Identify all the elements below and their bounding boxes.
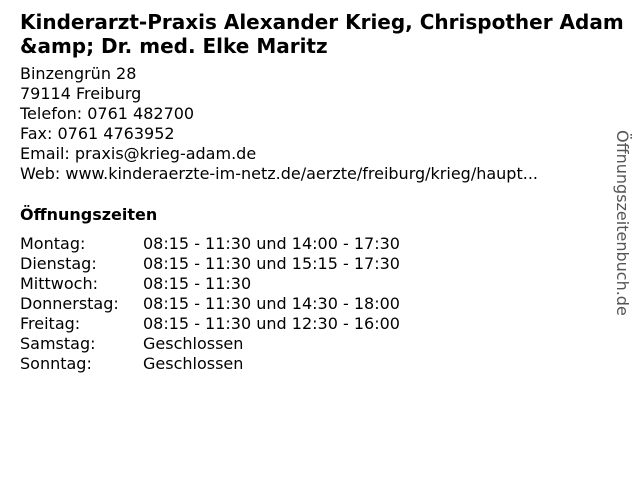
day-hours: 08:15 - 11:30 [143, 274, 252, 293]
day-hours: Geschlossen [143, 354, 244, 373]
practice-title: Kinderarzt-Praxis Alexander Krieg, Chrispother Adam &amp; Dr. med. Elke Maritz [20, 10, 624, 58]
city: 79114 Freiburg [20, 84, 142, 103]
day-hours: 08:15 - 11:30 und 15:15 - 17:30 [143, 254, 400, 273]
address-block [20, 64, 538, 184]
phone: Telefon: 0761 482700 [20, 104, 195, 123]
day-label: Sonntag: [20, 354, 92, 373]
day-hours: 08:15 - 11:30 und 14:00 - 17:30 [143, 234, 400, 253]
fax: Fax: 0761 4763952 [20, 124, 175, 143]
day-label: Dienstag: [20, 254, 97, 273]
day-hours: 08:15 - 11:30 und 12:30 - 16:00 [143, 314, 400, 333]
day-hours: 08:15 - 11:30 und 14:30 - 18:00 [143, 294, 400, 313]
day-label: Freitag: [20, 314, 81, 333]
watermark-site-label: Öffnungszeitenbuch.de [613, 130, 632, 316]
day-label: Samstag: [20, 334, 96, 353]
email: Email: praxis@krieg-adam.de [20, 144, 257, 163]
day-label: Mittwoch: [20, 274, 98, 293]
day-label: Montag: [20, 234, 86, 253]
website: Web: www.kinderaerzte-im-netz.de/aerzte/freiburg/krieg/haupt... [20, 164, 538, 183]
day-hours: Geschlossen [143, 334, 244, 353]
day-label: Donnerstag: [20, 294, 119, 313]
opening-hours-heading: Öffnungszeiten [20, 205, 158, 224]
street: Binzengrün 28 [20, 64, 137, 83]
